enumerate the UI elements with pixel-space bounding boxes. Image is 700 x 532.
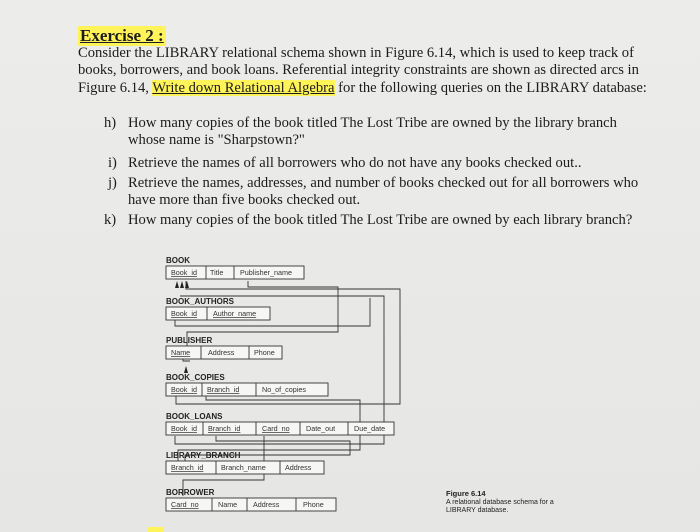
- attr-address: Address: [285, 463, 312, 472]
- exercise-title: Exercise 2 :: [80, 26, 164, 45]
- attr-book-id: Book_id: [171, 309, 197, 318]
- attr-date-out: Date_out: [306, 424, 336, 433]
- question-text: How many copies of the book titled The Lost Tribe are owned by each library branch?: [128, 212, 633, 228]
- attr-due-date: Due_date: [354, 424, 386, 433]
- attr-name: Name: [218, 500, 238, 509]
- attr-author-name: Author_name: [213, 309, 257, 318]
- attr-title: Title: [210, 268, 224, 277]
- relation-book: [166, 266, 304, 279]
- relation-book-loans: [166, 422, 394, 435]
- intro-text-2: for the following queries on the LIBRARY database:: [334, 79, 647, 96]
- relation-name-library-branch: LIBRARY_BRANCH: [166, 451, 241, 460]
- relation-library-branch: [166, 461, 324, 474]
- intro-highlight: Write down Relational Algebra: [152, 79, 335, 96]
- attr-name: Name: [171, 348, 191, 357]
- attr-address: Address: [253, 500, 280, 509]
- question-text: Retrieve the names of all borrowers who do not have any books checked out..: [128, 155, 582, 171]
- attr-no-of-copies: No_of_copies: [262, 385, 306, 394]
- question-text: Retrieve the names, addresses, and number of books checked out for all borrowers who have more than five books checked out.: [128, 175, 639, 209]
- relation-name-borrower: BORROWER: [166, 488, 215, 497]
- caption-title: Figure 6.14: [446, 489, 486, 498]
- attr-book-id: Book_id: [171, 424, 197, 433]
- intro-text-1: Consider the LIBRARY relational schema shown in Figure 6.14, which is used to keep track of books, borrowers, and book loans. Referential integrity constraints are shown as directed arcs in Figure 6.14,: [78, 45, 639, 96]
- question-label: j): [108, 175, 117, 191]
- figure-caption: [446, 490, 556, 515]
- attr-phone: Phone: [303, 500, 324, 509]
- relation-book-copies: [166, 383, 328, 396]
- caption-text: A relational database schema for a LIBRARY database.: [446, 499, 554, 514]
- attr-book-id: Book_id: [171, 385, 197, 394]
- question-label: h): [104, 115, 117, 131]
- relation-publisher: [166, 346, 282, 359]
- attr-card-no: Card_no: [171, 500, 199, 509]
- relation-name-book: BOOK: [166, 256, 190, 265]
- relation-borrower: [166, 498, 336, 511]
- attr-phone: Phone: [254, 348, 275, 357]
- relation-name-book-authors: BOOK_AUTHORS: [166, 297, 235, 306]
- question-label: k): [104, 212, 117, 228]
- relation-book-authors: [166, 307, 270, 320]
- attr-address: Address: [208, 348, 235, 357]
- relation-name-book-loans: BOOK_LOANS: [166, 412, 223, 421]
- attr-card-no: Card_no: [262, 424, 290, 433]
- attr-branch-id: Branch_id: [208, 424, 241, 433]
- highlighter-mark: [148, 527, 164, 532]
- attr-branch-id: Branch_id: [171, 463, 204, 472]
- question-text: How many copies of the book titled The Lost Tribe are owned by the library branch whose name is "Sharpstown?": [128, 115, 617, 149]
- question-label: i): [108, 155, 117, 171]
- attr-publisher-name: Publisher_name: [240, 268, 292, 277]
- attr-branch-id: Branch_id: [207, 385, 240, 394]
- relation-name-publisher: PUBLISHER: [166, 336, 213, 345]
- attr-book-id: Book_id: [171, 268, 197, 277]
- attr-branch-name: Branch_name: [221, 463, 266, 472]
- relation-name-book-copies: BOOK_COPIES: [166, 373, 225, 382]
